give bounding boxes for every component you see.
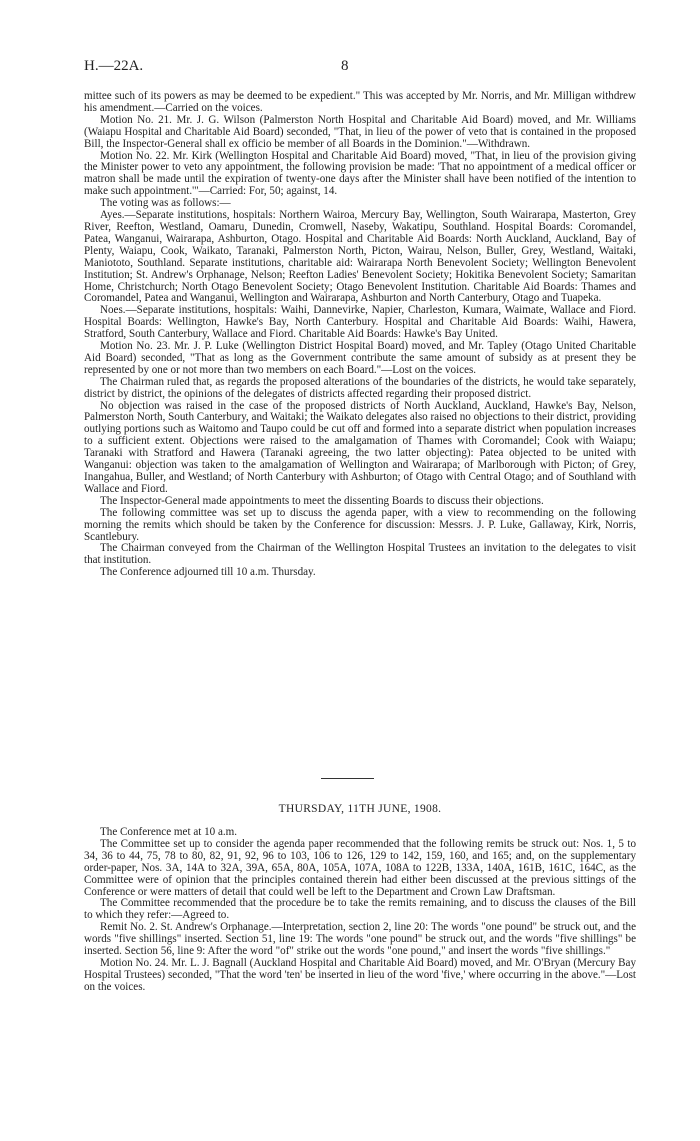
page-header bbox=[84, 58, 636, 78]
page-number: 8 bbox=[341, 58, 349, 74]
paragraph: Motion No. 21. Mr. J. G. Wilson (Palmerston North Hospital and Charitable Aid Board) moved, and Mr. Williams (Waiapu Hospital and Charitable Aid Board) seconded, "That, in lieu of the power of veto that is contained in the proposed Bill, the Inspector-General shall ex officio be member of all Boards in the Dominion."—Withdrawn. bbox=[84, 113, 636, 150]
paragraph: The Chairman ruled that, as regards the proposed alterations of the boundaries of the districts, he would take separately, district by district, the opinions of the delegates of districts affected regarding their proposed district. bbox=[84, 375, 636, 400]
paragraph: Noes.—Separate institutions, hospitals: Waihi, Dannevirke, Napier, Charleston, Kumara, Waimate, Wallace and Fiord. Hospital Boards: Wellington, Hawke's Bay, North Canterbury. Hospital and Charitable Aid Boards: Waihi, Hawera, Stratford, South Canterbury, Wallace and Fiord. Charitable Aid Boards: Hawke's Bay United. bbox=[84, 304, 636, 341]
paragraph: No objection was raised in the case of the proposed districts of North Auckland, Auckland, Hawke's Bay, Nelson, Palmerston North, South Canterbury, and Waitaki; the Waikato delegates also raised no objections to their district, providing outlying portions such as Waitomo and Taupo could be cut off and formed into a separate district when population increases to a sufficient extent. Objections were raised to the amalgamation of Thames with Coromandel; Cook with Waiapu; Taranaki with Stratford and Hawera (Taranaki agreeing, the two latter objecting): Patea objected to be united with Wanganui: objection was taken to the amalgamation of Wellington and Wairarapa; of Marlborough with Picton; of Grey, Inangahua, Buller, and Westland; of North Canterbury with Ashburton; of Otago with Central Otago; and of Southland with Wallace and Fiord. bbox=[84, 399, 636, 495]
document-reference: H.—22A. bbox=[84, 58, 144, 74]
paragraph: The Inspector-General made appointments to meet the dissenting Boards to discuss their objections. bbox=[100, 494, 544, 507]
paragraph: Motion No. 22. Mr. Kirk (Wellington Hospital and Charitable Aid Board) moved, "That, in lieu of the provision giving the Minister power to veto any appointment, the following provision be made: 'That no appointment of a medical officer or matron shall be made until the expiration of twenty-one days after the Minister shall have been notified of the intention to make such appointment.'"—Carried: For, 50; against, 14. bbox=[84, 149, 636, 198]
section-divider bbox=[321, 778, 374, 779]
proceedings-section-1 bbox=[84, 91, 636, 579]
paragraph: Motion No. 24. Mr. L. J. Bagnall (Auckland Hospital and Charitable Aid Board) moved, and Mr. O'Bryan (Mercury Bay Hospital Trustees) seconded, "That the word 'ten' be inserted in lieu of the word 'five,' where occurring in the above."—Lost on the voices. bbox=[84, 956, 636, 993]
paragraph: The Conference met at 10 a.m. bbox=[100, 826, 238, 838]
paragraph: The Committee recommended that the procedure be to take the remits remaining, and to discuss the clauses of the Bill to which they refer:—Agreed to. bbox=[84, 897, 636, 922]
paragraph: The voting was as follows:— bbox=[100, 197, 231, 210]
paragraph: Motion No. 23. Mr. J. P. Luke (Wellington District Hospital Board) moved, and Mr. Tapley (Otago United Charitable Aid Board) seconded, "That as long as the Government contribute the same amount of subsidy as at present they be represented by one or not more than two members on each Board."—Lost on the voices. bbox=[84, 340, 636, 376]
paragraph: The following committee was set up to discuss the agenda paper, with a view to recommending on the following morning the remits which should be taken by the Conference for discussion: Messrs. J. P. Luke, Gallaway, Kirk, Norris, Scantlebury. bbox=[84, 506, 636, 543]
paragraph: The Committee set up to consider the agenda paper recommended that the following remits be struck out: Nos. 1, 5 to 34, 36 to 44, 75, 78 to 80, 82, 91, 92, 96 to 103, 106 to 126, 129 to 142, 159, 160, and 165; and, on the supplementary order-paper, Nos. 3A, 14A to 32A, 39A, 65A, 80A, 105A, 107A, 108A to 122B, 133A, 140A, 161B, 161C, 164C, as the Committee were of opinion that the principles contained therein had either been discussed at the previous sittings of the Conference or were matters of detail that could well be left to the Department and Crown Law Draftsman. bbox=[84, 837, 636, 898]
date-heading: THURSDAY, 11TH JUNE, 1908. bbox=[278, 803, 442, 815]
paragraph: The Conference adjourned till 10 a.m. Thursday. bbox=[100, 566, 316, 579]
paragraph: mittee such of its powers as may be deemed to be expedient." This was accepted by Mr. Norris, and Mr. Milligan withdrew his amendment.—Carried on the voices. bbox=[84, 90, 636, 114]
paragraph: Ayes.—Separate institutions, hospitals: Northern Wairoa, Mercury Bay, Wellington, South Wairarapa, Masterton, Grey River, Reefton, Westland, Oamaru, Dunedin, Cromwell, Naseby, Wakatipu, Southland. Hospital Boards: Coromandel, Patea, Wanganui, Wairarapa, Ashburton, Otago. Hospital and Charitable Aid Boards: North Auckland, Auckland, Bay of Plenty, Waiapu, Cook, Waikato, Taranaki, Palmerston North, Picton, Wairau, Nelson, Buller, Grey, Westland, Waitaki, Maniototo, Southland. Separate institutions, charitable aid: Wairarapa North Benevolent Society; Wellington Benevolent Institution; St. Andrew's Orphanage, Nelson; Reefton Ladies' Benevolent Society; Hokitika Benevolent Society; Samaritan Home, Christchurch; North Otago Benevolent Society; Otago Benevolent Institution. Charitable Aid Boards: Thames and Coromandel, Patea and Wanganui, Wellington and Wairarapa, Ashburton and North Canterbury, Otago and Tuapeka. bbox=[84, 209, 636, 305]
paragraph: The Chairman conveyed from the Chairman of the Wellington Hospital Trustees an invitation to the delegates to visit that institution. bbox=[84, 542, 636, 567]
paragraph: Remit No. 2. St. Andrew's Orphanage.—Interpretation, section 2, line 20: The words "one pound" be struck out, and the words "five shillings" inserted. Section 51, line 19: The words "one pound" be struck out, and the words "five shillings" be inserted. Section 56, line 9: After the word "of" strike out the words "one pound," and insert the words "five shillings." bbox=[84, 921, 636, 958]
proceedings-section-2 bbox=[84, 827, 636, 994]
